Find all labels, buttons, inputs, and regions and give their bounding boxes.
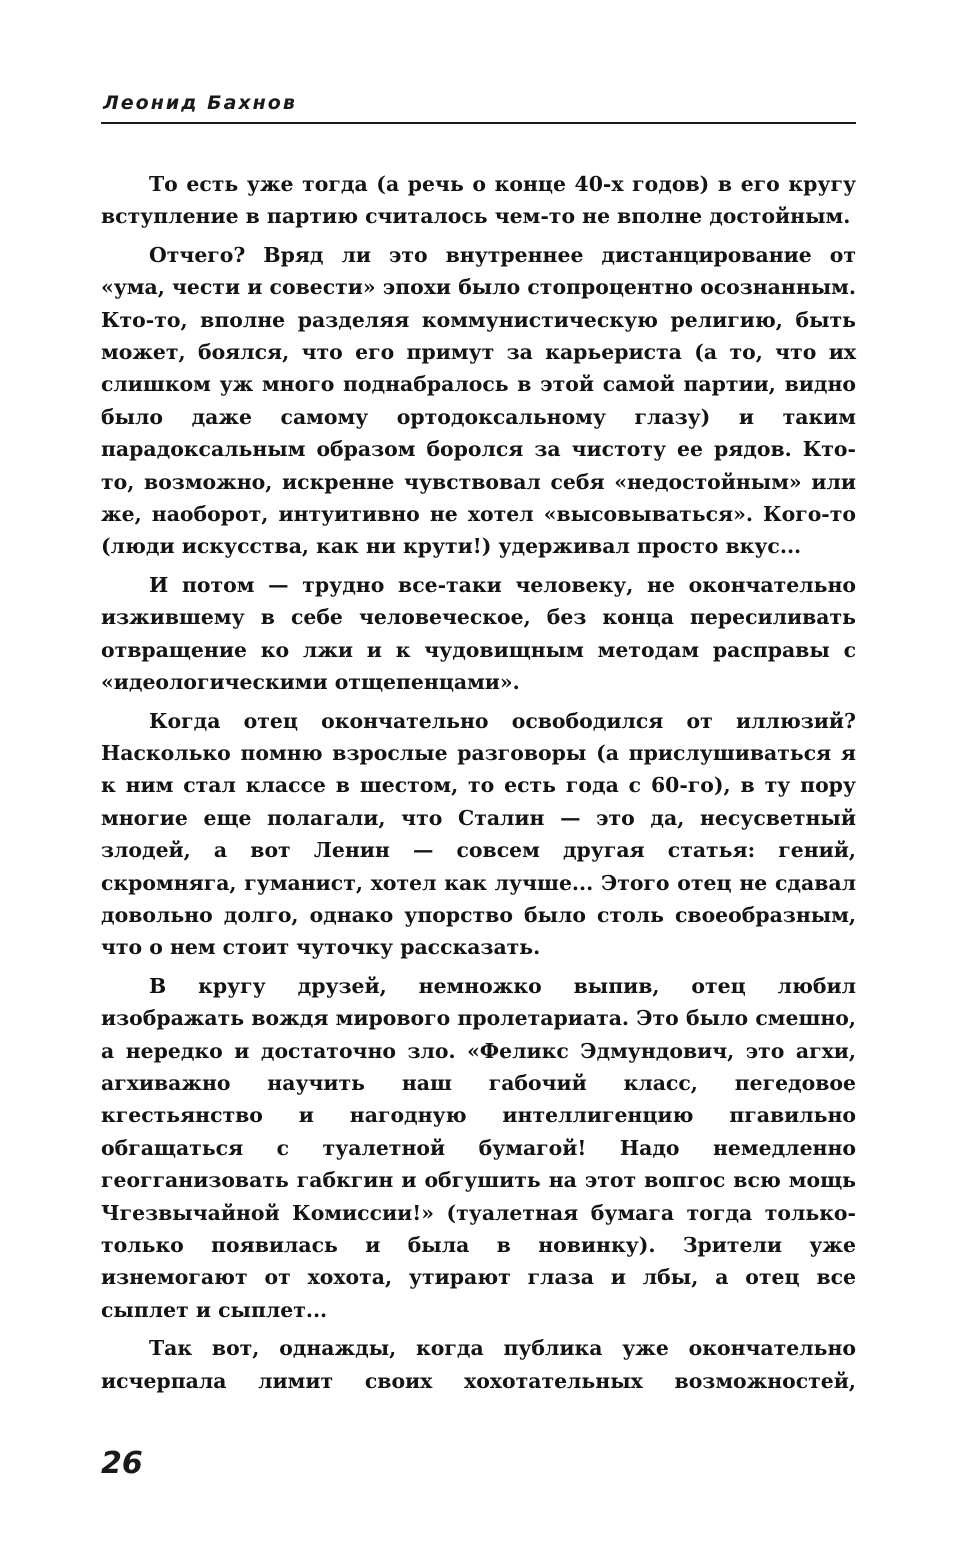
paragraph: Отчего? Вряд ли это внутреннее дистанцирование от «ума, чести и совести» эпохи было стопроцентно осознанным. Кто-то, вполне разделяя коммунистическую религию, быть может, боялся, что его примут за карьериста (а то, что их слишком уж много поднабралось в этой самой партии, видно было даже самому ортодоксальному глазу) и таким парадоксальным образом боролся за чистоту ее рядов. Кто-то, возможно, искренне чувствовал себя «недостойным» или же, наоборот, интуитивно не хотел «высовываться». Кого-то (люди искусства, как ни крути!) удерживал просто вкус... [101, 242, 856, 559]
paragraph: Когда отец окончательно освободился от иллюзий? Насколько помню взрослые разговоры (а прислушиваться я к ним стал классе в шестом, то есть года с 60-го), в ту пору многие еще полагали, что Сталин — это да, несусветный злодей, а вот Ленин — совсем другая статья: гений, скромняга, гуманист, хотел как лучше... Этого отец не сдавал довольно долго, однако упорство было столь своеобразным, что о нем стоит чуточку рассказать. [101, 708, 856, 960]
paragraph: Так вот, однажды, когда публика уже окончательно исчерпала лимит своих хохотательных возможностей, [101, 1336, 856, 1393]
paragraph: В кругу друзей, немножко выпив, отец любил изображать вождя мирового пролетариата. Это было смешно, а нередко и достаточно зло. «Феликс Эдмундович, это агхи, агхиважно научить наш габочий класс, пегедовое кгестьянство и нагодную интеллигенцию пгавильно обгащаться с туалетной бумагой! Надо немедленно геогганизовать габкгин и обгушить на этот вопгос всю мощь Чгезвычайной Комиссии!» (туалетная бумага тогда только-только появилась и была в новинку). Зрители уже изнемогают от хохота, утирают глаза и лбы, а отец все сыплет и сыплет... [101, 973, 856, 1322]
paragraph: То есть уже тогда (а речь о конце 40-х годов) в его кругу вступление в партию считалось чем-то не вполне достойным. [101, 172, 856, 229]
main-text [101, 168, 856, 1397]
running-head-author: Леонид Бахнов [103, 92, 297, 114]
running-head [101, 92, 856, 124]
page-number: 26 [101, 1446, 143, 1481]
paragraph: И потом — трудно все-таки человеку, не окончательно изжившему в себе человеческое, без конца пересиливать отвращение ко лжи и к чудовищным методам расправы с «идеологическими отщепенцами». [101, 572, 856, 695]
